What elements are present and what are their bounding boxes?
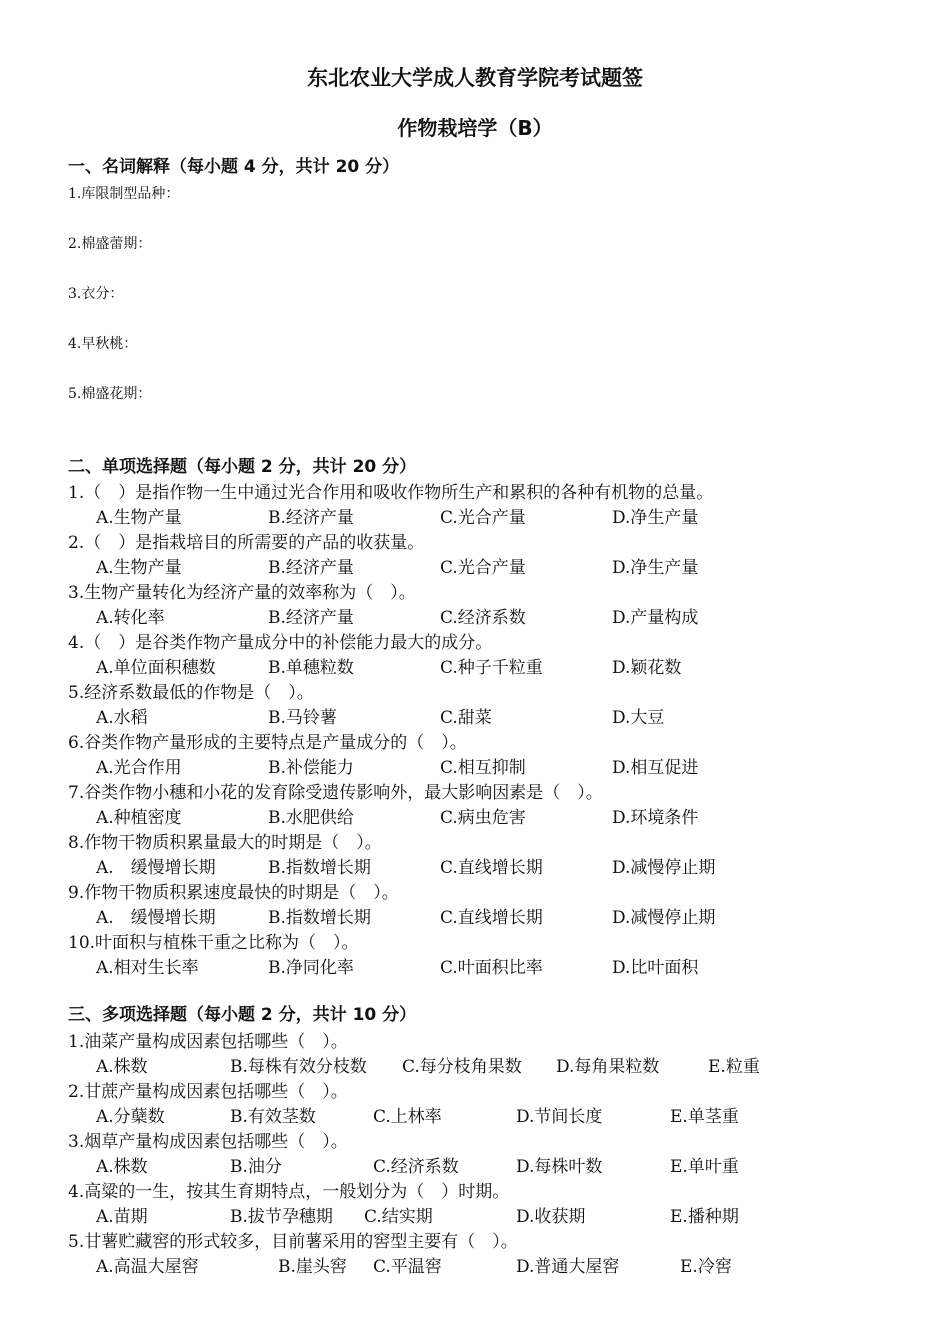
question-text: 3.烟草产量构成因素包括哪些（ ）。 (68, 1132, 348, 1152)
option-c: C.直线增长期 (440, 908, 543, 928)
option-d: D.净生产量 (612, 558, 699, 578)
option-e: E.单茎重 (670, 1107, 739, 1127)
option-c: C.光合产量 (440, 558, 526, 578)
option-c: C.甜菜 (440, 708, 492, 728)
question-text: 7.谷类作物小穗和小花的发育除受遗传影响外，最大影响因素是（ ）。 (68, 783, 603, 803)
question-text: 5.经济系数最低的作物是（ ）。 (68, 683, 314, 703)
option-c: C.叶面积比率 (440, 958, 543, 978)
option-b: B.每株有效分枝数 (230, 1057, 367, 1077)
option-d: D.普通大屋窖 (516, 1257, 620, 1277)
option-d: D.收获期 (516, 1207, 586, 1227)
option-a: A.转化率 (96, 608, 165, 628)
option-d: D.产量构成 (612, 608, 699, 628)
option-a: A.生物产量 (96, 558, 182, 578)
option-d: D.比叶面积 (612, 958, 699, 978)
question-text: 10.叶面积与植株干重之比称为（ ）。 (68, 933, 359, 953)
option-b: B.经济产量 (268, 508, 354, 528)
option-a: A.株数 (96, 1157, 148, 1177)
option-a: A.相对生长率 (96, 958, 199, 978)
option-e: E.播种期 (670, 1207, 739, 1227)
option-c: C.病虫危害 (440, 808, 526, 828)
question-text: 3.生物产量转化为经济产量的效率称为（ ）。 (68, 583, 416, 603)
option-c: C.相互抑制 (440, 758, 526, 778)
option-b: B.有效茎数 (230, 1107, 316, 1127)
section2-heading: 二、单项选择题（每小题 2 分，共计 20 分） (68, 457, 417, 477)
option-d: D.每株叶数 (516, 1157, 603, 1177)
term-item: 3.衣分： (68, 286, 124, 302)
option-b: B.净同化率 (268, 958, 354, 978)
option-d: D.相互促进 (612, 758, 699, 778)
option-b: B.单穗粒数 (268, 658, 354, 678)
question-text: 5.甘薯贮藏窖的形式较多，目前薯采用的窖型主要有（ ）。 (68, 1232, 518, 1252)
option-c: C.种子千粒重 (440, 658, 543, 678)
option-c: C.经济系数 (373, 1157, 459, 1177)
option-a: A.水稻 (96, 708, 148, 728)
option-d: D.环境条件 (612, 808, 699, 828)
option-a: A. 缓慢增长期 (96, 858, 216, 878)
option-c: C.直线增长期 (440, 858, 543, 878)
option-a: A.光合作用 (96, 758, 182, 778)
exam-title: 东北农业大学成人教育学院考试题签 (307, 66, 643, 90)
option-b: B.经济产量 (268, 558, 354, 578)
section3-heading: 三、多项选择题（每小题 2 分，共计 10 分） (68, 1005, 417, 1025)
option-e: E.粒重 (708, 1057, 760, 1077)
option-a: A.生物产量 (96, 508, 182, 528)
option-d: D.节间长度 (516, 1107, 603, 1127)
option-d: D.每角果粒数 (556, 1057, 660, 1077)
question-text: 6.谷类作物产量形成的主要特点是产量成分的（ ）。 (68, 733, 467, 753)
option-e: E.冷窖 (680, 1257, 732, 1277)
course-title: 作物栽培学（B） (397, 116, 553, 140)
question-text: 9.作物干物质积累速度最快的时期是（ ）。 (68, 883, 399, 903)
option-b: B.指数增长期 (268, 858, 371, 878)
option-d: D.减慢停止期 (612, 908, 716, 928)
option-e: E.单叶重 (670, 1157, 739, 1177)
option-b: B.崖头窖 (278, 1257, 347, 1277)
option-a: A.株数 (96, 1057, 148, 1077)
option-a: A.高温大屋窖 (96, 1257, 199, 1277)
option-b: B.指数增长期 (268, 908, 371, 928)
question-text: 2.（ ）是指栽培目的所需要的产品的收获量。 (68, 533, 425, 553)
option-c: C.经济系数 (440, 608, 526, 628)
question-text: 4.（ ）是谷类作物产量成分中的补偿能力最大的成分。 (68, 633, 493, 653)
option-d: D.大豆 (612, 708, 665, 728)
question-text: 1.（ ）是指作物一生中通过光合作用和吸收作物所生产和累积的各种有机物的总量。 (68, 483, 714, 503)
term-item: 5.棉盛花期： (68, 386, 152, 402)
option-b: B.经济产量 (268, 608, 354, 628)
option-a: A.单位面积穗数 (96, 658, 216, 678)
option-b: B.水肥供给 (268, 808, 354, 828)
option-a: A.分蘖数 (96, 1107, 165, 1127)
option-b: B.补偿能力 (268, 758, 354, 778)
option-c: C.每分枝角果数 (402, 1057, 522, 1077)
question-text: 8.作物干物质积累量最大的时期是（ ）。 (68, 833, 382, 853)
option-c: C.上林率 (373, 1107, 442, 1127)
option-c: C.光合产量 (440, 508, 526, 528)
option-d: D.颖花数 (612, 658, 682, 678)
question-text: 2.甘蔗产量构成因素包括哪些（ ）。 (68, 1082, 348, 1102)
option-a: A.苗期 (96, 1207, 148, 1227)
term-item: 1.库限制型品种： (68, 186, 180, 202)
question-text: 1.油菜产量构成因素包括哪些（ ）。 (68, 1032, 348, 1052)
option-b: B.油分 (230, 1157, 282, 1177)
term-item: 4.早秋桃： (68, 336, 138, 352)
option-b: B.马铃薯 (268, 708, 337, 728)
option-a: A.种植密度 (96, 808, 182, 828)
option-d: D.净生产量 (612, 508, 699, 528)
option-c: C.结实期 (364, 1207, 433, 1227)
option-a: A. 缓慢增长期 (96, 908, 216, 928)
option-d: D.减慢停止期 (612, 858, 716, 878)
term-item: 2.棉盛蕾期： (68, 236, 152, 252)
option-c: C.平温窖 (373, 1257, 442, 1277)
option-b: B.拔节孕穗期 (230, 1207, 333, 1227)
section1-heading: 一、名词解释（每小题 4 分，共计 20 分） (68, 157, 400, 177)
question-text: 4.高粱的一生，按其生育期特点，一般划分为（ ）时期。 (68, 1182, 510, 1202)
